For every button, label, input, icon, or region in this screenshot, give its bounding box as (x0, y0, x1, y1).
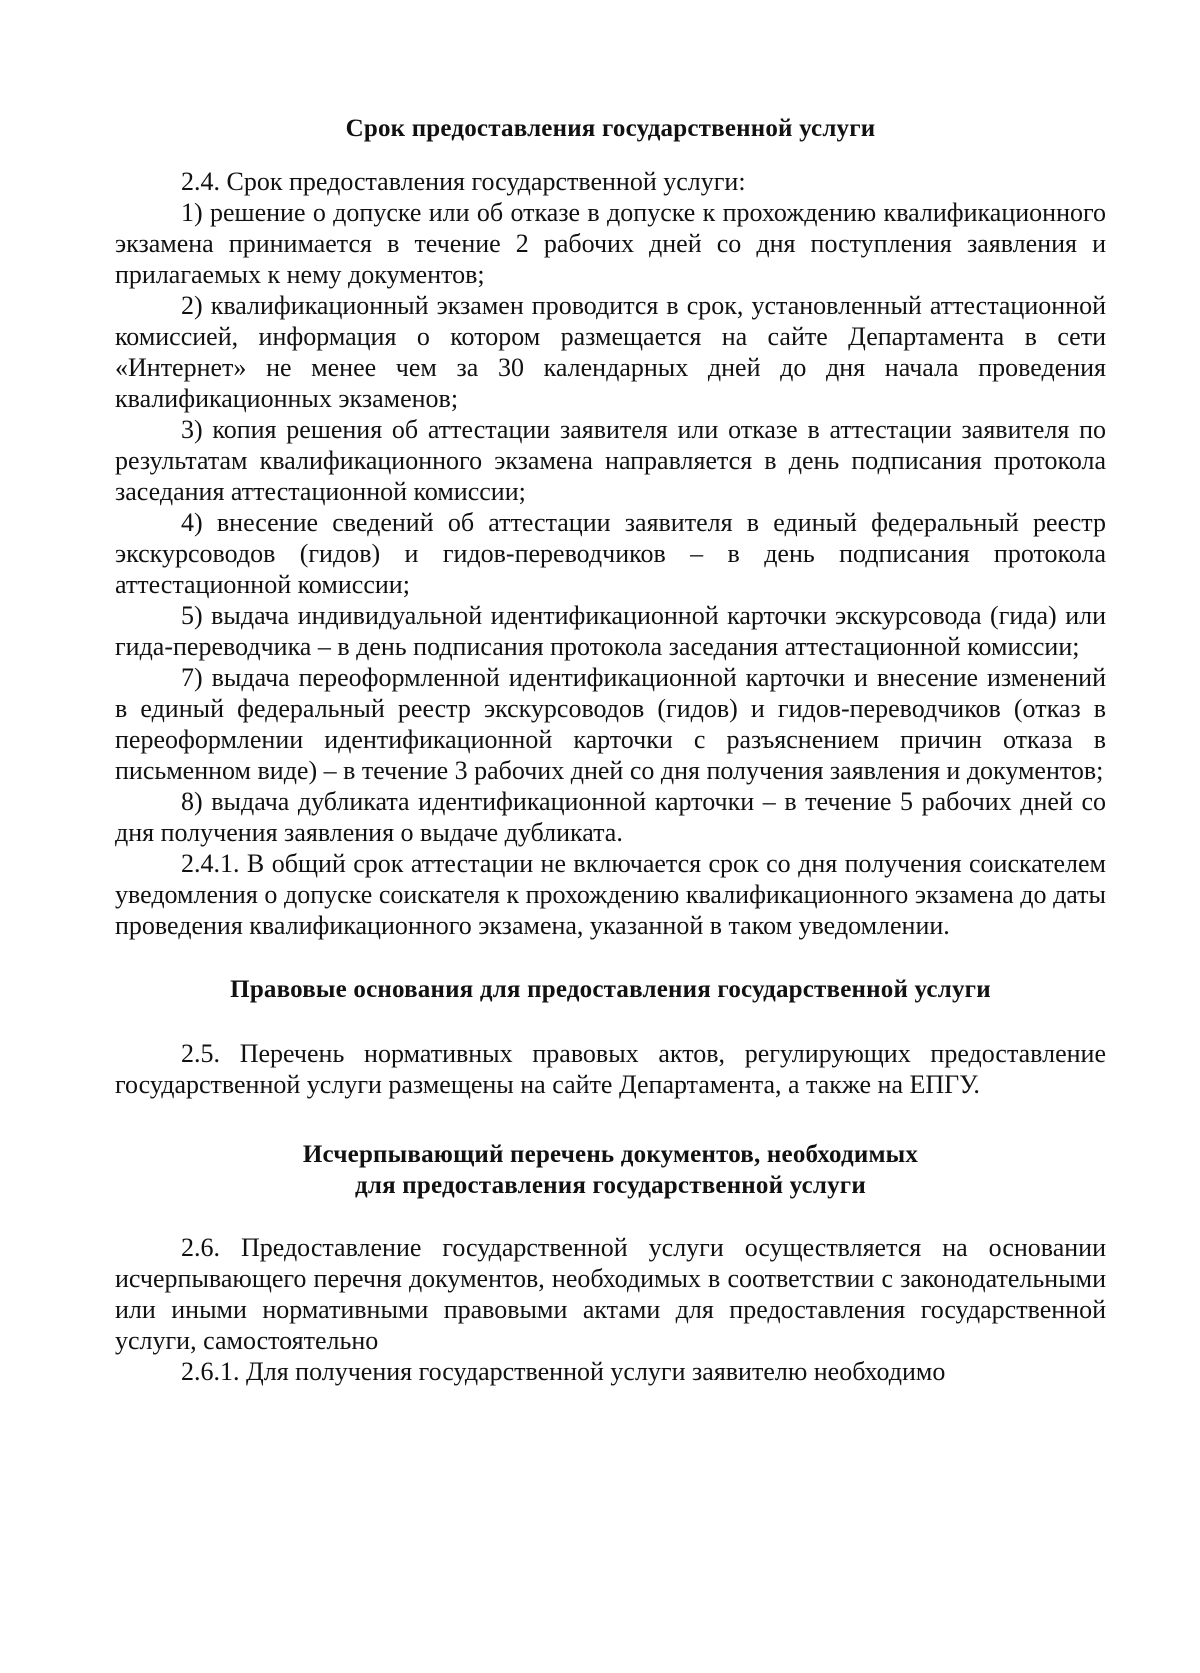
list-item-5: 5) выдача индивидуальной идентификационной карточки экскурсовода (гида) или гида-переводчика – в день подписания протокола заседания аттестационной комиссии; (115, 601, 1106, 661)
paragraph-2-6: 2.6. Предоставление государственной услуги осуществляется на основании исчерпывающего перечня документов, необходимых в соответствии с законодательными или иными нормативными правовыми актами для предоставления государственной услуги, самостоятельно (115, 1233, 1106, 1355)
section-heading-documents (115, 1139, 1106, 1201)
section-body-legal-basis (115, 1038, 1106, 1100)
list-item-3: 3) копия решения об аттестации заявителя или отказе в аттестации заявителя по результатам квалификационного экзамена направляется в день подписания протокола заседания аттестационной комиссии; (115, 415, 1106, 506)
list-item-8: 8) выдача дубликата идентификационной карточки – в течение 5 рабочих дней со дня получения заявления о выдаче дубликата. (115, 787, 1106, 847)
list-item-2: 2) квалификационный экзамен проводится в срок, установленный аттестационной комиссией, информация о котором размещается на сайте Департамента в сети «Интернет» не менее чем за 30 календарных дней до дня начала проведения квалификационных экзаменов; (115, 291, 1106, 413)
list-item-4: 4) внесение сведений об аттестации заявителя в единый федеральный реестр экскурсоводов (гидов) и гидов-переводчиков – в день подписания протокола аттестационной комиссии; (115, 508, 1106, 599)
heading-line: Исчерпывающий перечень документов, необходимых (302, 1141, 919, 1168)
heading-line: для предоставления государственной услуги (355, 1172, 866, 1199)
section-body-documents (115, 1232, 1106, 1387)
section-heading-legal-basis (115, 974, 1106, 1005)
heading-line: Срок предоставления государственной услуги (345, 115, 876, 142)
paragraph-2-4: 2.4. Срок предоставления государственной услуги: (181, 167, 746, 196)
heading-line: Правовые основания для предоставления государственной услуги (230, 976, 991, 1003)
list-item-1: 1) решение о допуске или об отказе в допуске к прохождению квалификационного экзамена принимается в течение 2 рабочих дней со дня поступления заявления и прилагаемых к нему документов; (115, 198, 1106, 289)
paragraph-2-5: 2.5. Перечень нормативных правовых актов, регулирующих предоставление государственной услуги размещены на сайте Департамента, а также на ЕПГУ. (115, 1039, 1106, 1099)
section-heading-term (115, 113, 1106, 144)
list-item-7: 7) выдача переоформленной идентификационной карточки и внесение изменений в единый федеральный реестр экскурсоводов (гидов) и гидов-переводчиков (отказ в переоформлении идентификационной карточки с разъяснением причин отказа в письменном виде) – в течение 3 рабочих дней со дня получения заявления и документов; (115, 663, 1106, 785)
paragraph-2-4-1: 2.4.1. В общий срок аттестации не включается срок со дня получения соискателем уведомления о допуске соискателя к прохождению квалификационного экзамена до даты проведения квалификационного экзамена, указанной в таком уведомлении. (115, 849, 1106, 940)
section-body-term (115, 166, 1106, 941)
paragraph-2-6-1: 2.6.1. Для получения государственной услуги заявителю необходимо (181, 1357, 946, 1386)
